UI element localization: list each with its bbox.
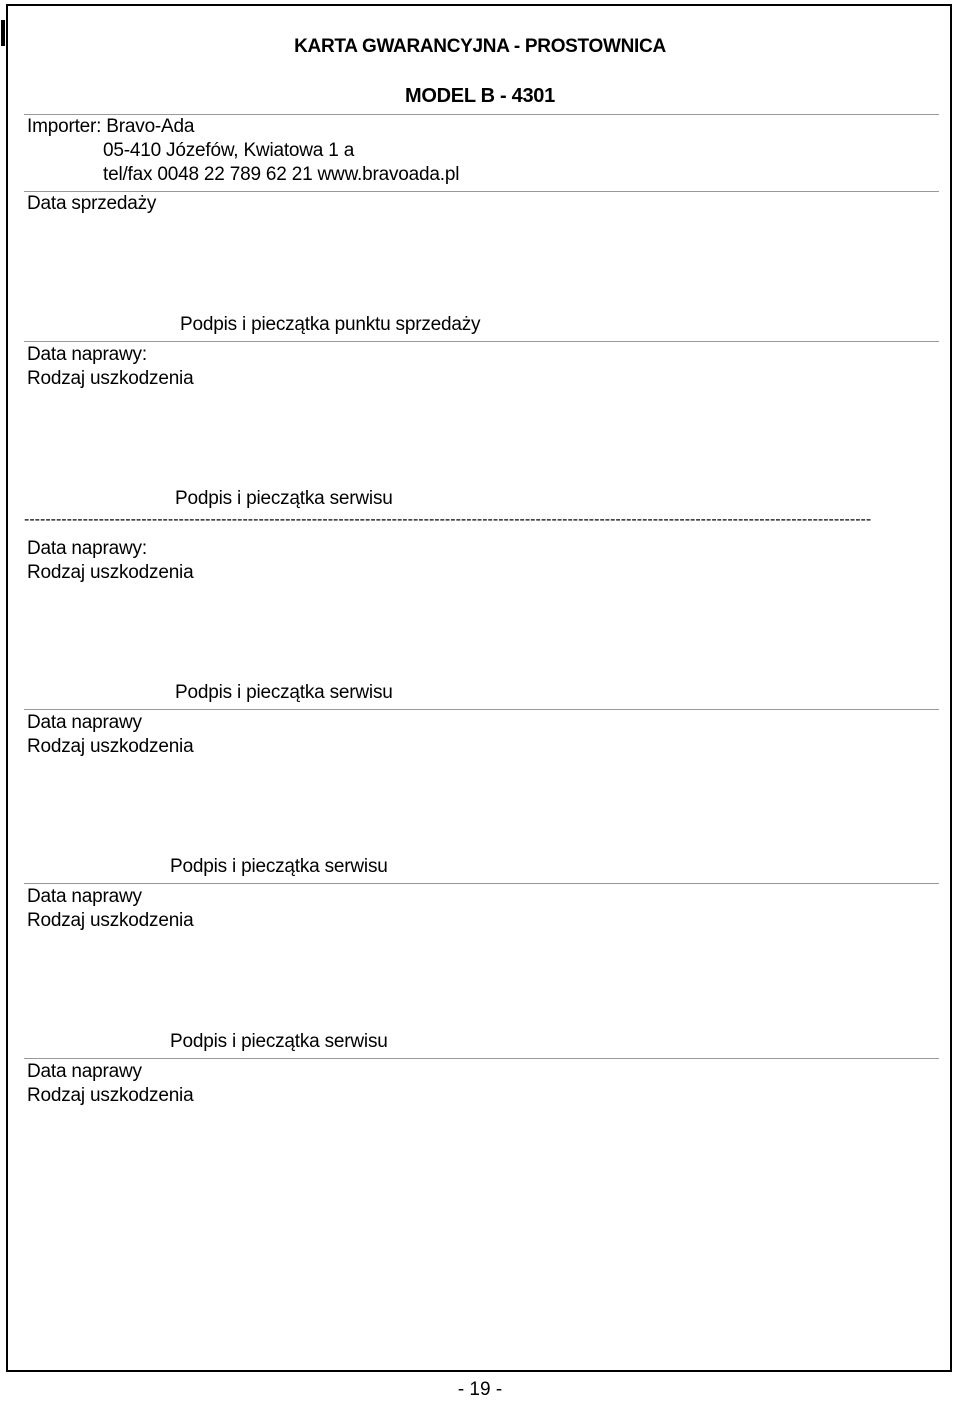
divider-repair-4 [24, 1058, 939, 1059]
model-number: MODEL B - 4301 [405, 85, 555, 107]
importer-address: 05-410 Józefów, Kwiatowa 1 a [103, 140, 355, 161]
repair-1-date-label: Data naprawy: [27, 344, 147, 365]
repair-1-signature-label: Podpis i pieczątka serwisu [175, 488, 393, 509]
card-title: KARTA GWARANCYJNA - PROSTOWNICA [294, 36, 666, 57]
repair-3-date-label: Data naprawy [27, 712, 142, 733]
repair-5-date-label: Data naprawy [27, 1061, 142, 1082]
divider-sale [24, 341, 939, 342]
sale-date-label: Data sprzedaży [27, 193, 157, 214]
importer-contact: tel/fax 0048 22 789 62 21 www.bravoada.pl [103, 164, 460, 185]
repair-2-date-label: Data naprawy: [27, 538, 147, 559]
repair-4-signature-label: Podpis i pieczątka serwisu [170, 1031, 388, 1052]
divider-importer [24, 191, 939, 192]
repair-2-signature-label: Podpis i pieczątka serwisu [175, 682, 393, 703]
importer-name: Importer: Bravo-Ada [27, 116, 195, 137]
repair-1-damage-label: Rodzaj uszkodzenia [27, 368, 194, 389]
divider-repair-3 [24, 883, 939, 884]
repair-2-damage-label: Rodzaj uszkodzenia [27, 562, 194, 583]
repair-3-damage-label: Rodzaj uszkodzenia [27, 736, 194, 757]
divider-repair-2 [24, 709, 939, 710]
page-number: - 19 - [457, 1379, 503, 1400]
dashed-separator: --------------------------------------------------------------------------------------------------------------------------------------------------------------- [24, 511, 872, 528]
repair-5-damage-label: Rodzaj uszkodzenia [27, 1085, 194, 1106]
repair-3-signature-label: Podpis i pieczątka serwisu [170, 856, 388, 877]
sale-signature-label: Podpis i pieczątka punktu sprzedaży [180, 314, 481, 335]
divider-header [24, 114, 939, 115]
repair-4-damage-label: Rodzaj uszkodzenia [27, 910, 194, 931]
repair-4-date-label: Data naprawy [27, 886, 142, 907]
